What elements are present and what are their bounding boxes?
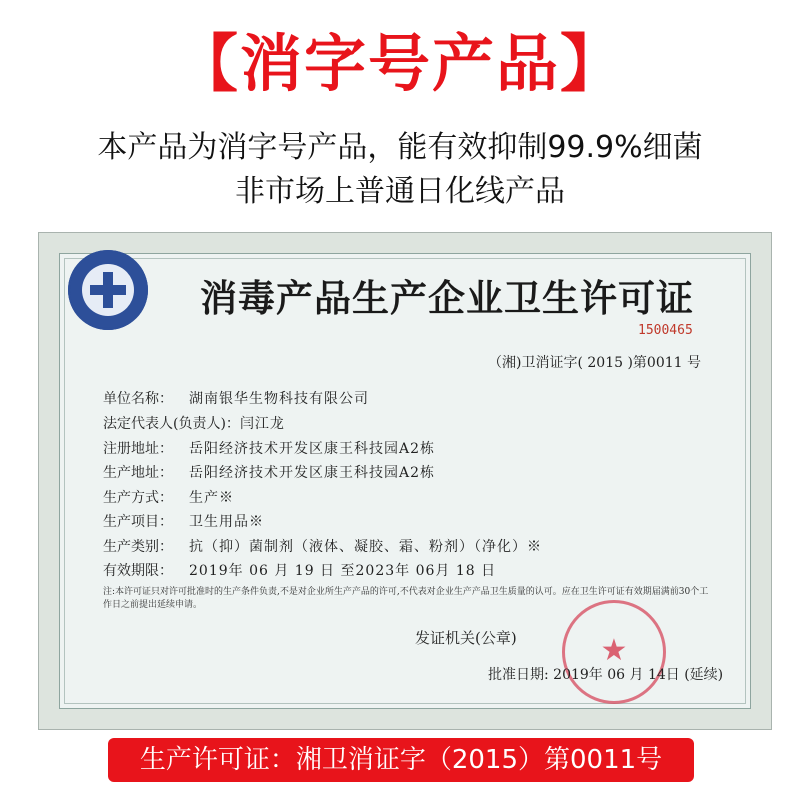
certificate-number: （湘)卫消证字( 2015 )第0011 号 — [488, 355, 701, 371]
issuing-authority: 发证机关(公章) — [415, 629, 517, 647]
approval-date: 批准日期: 2019年 06 月 14日 (延续) — [488, 667, 724, 683]
field-label: 生产方式： — [103, 490, 173, 506]
field-row — [103, 413, 285, 433]
field-value: 岳阳经济技术开发区康王科技园A2栋 — [189, 441, 436, 457]
field-label: 法定代表人(负责人)： — [103, 416, 240, 432]
field-row — [103, 511, 264, 531]
field-value: 2019年 06 月 19 日 至2023年 06月 18 日 — [189, 563, 497, 579]
official-stamp-icon: ★ — [562, 600, 666, 704]
field-row — [103, 462, 435, 482]
promo-title: 【消字号产品】 — [175, 27, 624, 100]
certificate-title: 消毒产品生产企业卫生许可证 — [200, 276, 694, 320]
field-value: 卫生用品※ — [189, 514, 264, 530]
certificate-note: 注:本许可证只对许可批准时的生产条件负责,不是对企业所生产产品的许可,不代表对企业生产产品卫生质量的认可。应在卫生许可证有效期届满前30个工作日之前提出延续申请。 — [103, 587, 709, 610]
field-value: 闫江龙 — [239, 416, 285, 432]
field-row — [103, 438, 435, 458]
field-value: 抗（抑）菌制剂（液体、凝胶、霜、粉剂）（净化）※ — [189, 539, 542, 555]
field-row — [103, 388, 369, 408]
field-row — [103, 560, 496, 580]
serial-number: 1500465 — [638, 323, 693, 338]
license-banner: 生产许可证：湘卫消证字（2015）第0011号 — [108, 738, 694, 782]
field-label: 生产类别： — [103, 539, 173, 555]
field-label: 生产地址： — [103, 465, 173, 481]
field-label: 生产项目： — [103, 514, 173, 530]
field-label: 注册地址： — [103, 441, 173, 457]
field-row — [103, 536, 542, 556]
field-row — [103, 487, 234, 507]
field-value: 生产※ — [189, 490, 234, 506]
field-label: 单位名称： — [103, 391, 173, 407]
field-label: 有效期限： — [103, 563, 173, 579]
field-value: 岳阳经济技术开发区康王科技园A2栋 — [189, 465, 436, 481]
promo-line-2: 非市场上普通日化线产品 — [235, 174, 565, 209]
health-inspection-seal-icon — [68, 250, 148, 330]
field-value: 湖南银华生物科技有限公司 — [189, 391, 369, 407]
promo-line-1: 本产品为消字号产品，能有效抑制99.9%细菌 — [97, 130, 703, 165]
